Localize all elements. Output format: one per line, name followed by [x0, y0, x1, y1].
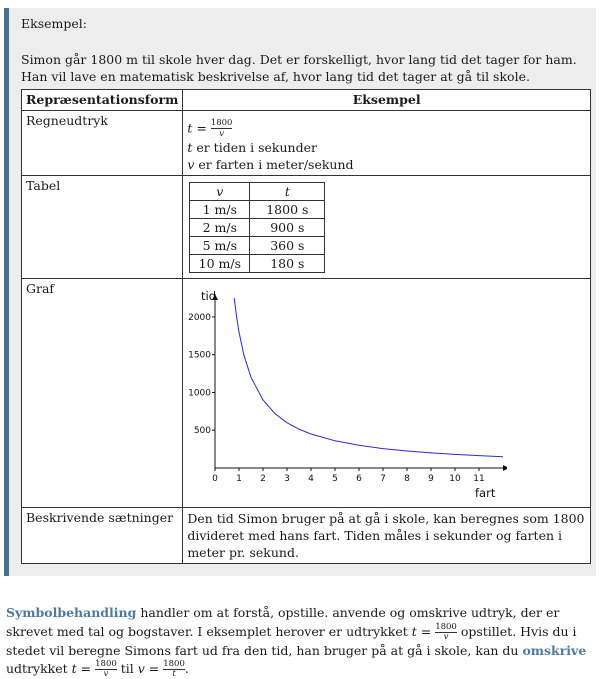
para-formula3-num: 1800 — [163, 659, 185, 669]
x-tick-label: 10 — [449, 474, 462, 484]
variable-v-description — [187, 156, 586, 173]
para-formula2-fraction — [95, 660, 117, 679]
y-tick-label: 500 — [194, 426, 212, 437]
table-row — [22, 176, 591, 279]
example-title: Eksempel: — [21, 16, 87, 31]
formula-denominator: v — [211, 128, 233, 139]
para-text-2: opstillet. Hvis du i stedet vil beregne Simons fart ud fra den tid, han bruger på at gå i skole, kan du — [6, 623, 577, 658]
para-formula1-num: 1800 — [435, 621, 457, 632]
value-row — [190, 237, 325, 255]
representation-table — [21, 89, 591, 564]
row-content-tabel — [183, 176, 591, 279]
value-cell: 360 s — [250, 237, 325, 255]
formula-lhs: t = — [187, 120, 207, 136]
symbol-handling-paragraph — [6, 604, 594, 679]
var-t: t — [187, 140, 193, 155]
y-tick-label: 2000 — [188, 312, 212, 323]
x-tick-label: 7 — [380, 474, 387, 484]
x-tick-label: 0 — [212, 474, 219, 484]
formula — [187, 119, 586, 139]
table-row — [22, 111, 591, 176]
row-label-tabel: Tabel — [22, 176, 183, 279]
header-example: Eksempel — [183, 90, 591, 111]
value-header-t: t — [250, 183, 325, 201]
value-table — [189, 182, 325, 273]
x-tick-label: 3 — [284, 474, 291, 484]
term-symbolbehandling[interactable]: Symbolbehandling — [6, 605, 137, 620]
value-cell: 5 m/s — [190, 237, 250, 255]
y-axis-label: tid — [201, 289, 217, 303]
value-cell: 900 s — [250, 219, 325, 237]
row-label-graf: Graf — [22, 279, 183, 508]
x-tick-label: 1 — [236, 474, 243, 484]
row-label-regneudtryk: Regneudtryk — [22, 111, 183, 176]
value-cell: 1 m/s — [190, 201, 250, 219]
x-tick-label: 11 — [473, 474, 486, 484]
series-line — [235, 298, 504, 457]
var-v-text: er farten i meter/sekund — [194, 157, 354, 172]
x-tick-label: 6 — [356, 474, 363, 484]
value-cell: 180 s — [250, 255, 325, 273]
row-content-regneudtryk — [183, 111, 591, 176]
var-t-text: er tiden i sekunder — [192, 140, 317, 155]
x-tick-label: 8 — [404, 474, 411, 484]
para-formula2-num: 1800 — [95, 659, 117, 669]
example-intro: Simon går 1800 m til skole hver dag. Det er forskelligt, hvor lang tid det tager for ham. Han vil lave en matematisk beskrivelse af, hvor lang tid det tager at gå til skole. — [21, 52, 577, 84]
graph-chart — [187, 283, 507, 505]
x-axis-label: fart — [475, 486, 496, 500]
value-header-v: v — [190, 183, 250, 201]
para-formula2-den: v — [95, 669, 117, 679]
x-tick-label: 9 — [428, 474, 435, 484]
x-tick-label: 4 — [308, 474, 315, 484]
row-content-graf — [183, 279, 591, 508]
para-text-5: . — [184, 661, 189, 676]
y-tick-label: 1500 — [188, 350, 212, 361]
para-formula3-den: t — [163, 669, 185, 679]
x-tick-label: 2 — [260, 474, 267, 484]
example-box — [4, 8, 596, 576]
para-formula3-fraction — [163, 660, 185, 679]
x-tick-label: 5 — [332, 474, 339, 484]
para-text-1: handler om at forstå, opstille. anvende og omskrive udtryk, der er skrevet med tal og bogstaver. I eksemplet herover er udtrykket — [6, 605, 560, 639]
value-table-header — [190, 183, 325, 201]
row-content-saetninger: Den tid Simon bruger på at gå i skole, kan beregnes som 1800 divideret med hans fart. Tiden måles i sekunder og farten i meter pr. sekund. — [183, 508, 591, 564]
table-row — [22, 508, 591, 564]
para-text-4: til — [116, 661, 138, 676]
para-formula1-fraction — [435, 623, 457, 642]
term-omskrive[interactable]: omskrive — [522, 642, 587, 658]
para-formula1-den: v — [435, 632, 457, 642]
value-row — [190, 201, 325, 219]
formula-fraction — [211, 119, 233, 139]
y-tick-label: 1000 — [188, 388, 212, 399]
para-formula3-lhs: v = — [137, 661, 160, 676]
x-axis-arrow — [503, 465, 507, 471]
para-formula2-lhs: t = — [71, 661, 92, 676]
value-cell: 2 m/s — [190, 219, 250, 237]
row-label-saetninger: Beskrivende sætninger — [22, 508, 183, 564]
header-representation: Repræsentationsform — [22, 90, 183, 111]
table-header-row — [22, 90, 591, 111]
para-text-3: udtrykket — [6, 661, 72, 676]
para-formula1-lhs: t = — [411, 623, 432, 639]
var-v: v — [187, 157, 195, 172]
value-row — [190, 255, 325, 273]
value-cell: 10 m/s — [190, 255, 250, 273]
variable-t-description — [187, 139, 586, 156]
table-row — [22, 279, 591, 508]
value-row — [190, 219, 325, 237]
formula-numerator: 1800 — [210, 118, 233, 128]
value-cell: 1800 s — [250, 201, 325, 219]
